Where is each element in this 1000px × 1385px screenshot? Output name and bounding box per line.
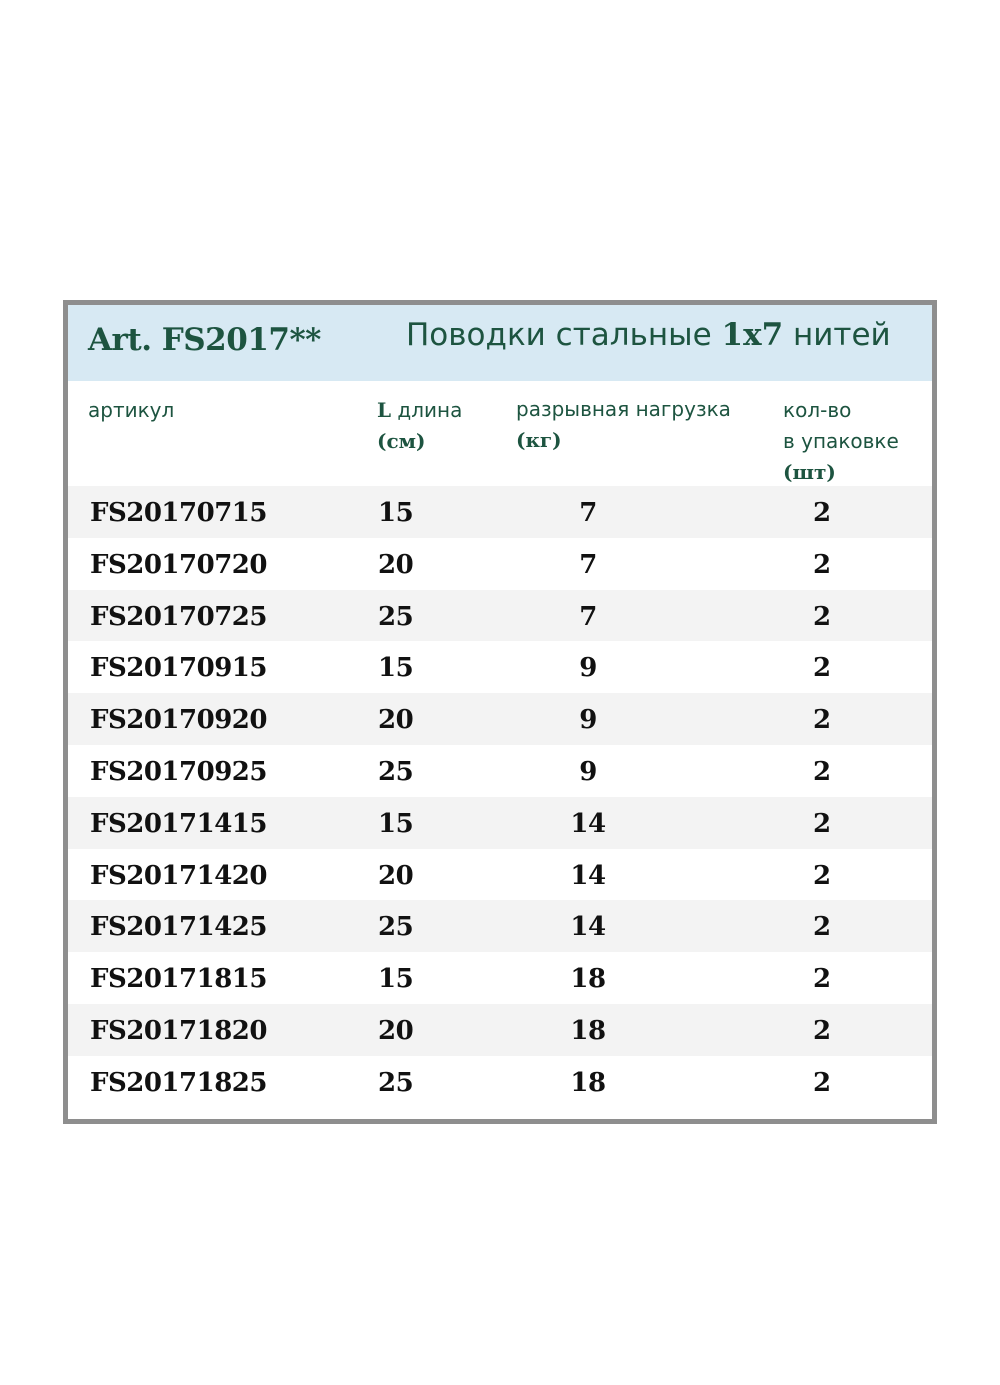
qty-cell: 2 (813, 653, 831, 684)
table-row (68, 538, 932, 590)
column-header-article-label: артикул (88, 398, 175, 422)
article-cell: FS20171415 (90, 808, 267, 839)
article-cell: FS20170725 (90, 601, 267, 632)
length-cell: 25 (378, 1067, 414, 1098)
length-cell: 15 (378, 808, 414, 839)
qty-cell: 2 (813, 756, 831, 787)
load-unit: (кг) (516, 428, 562, 452)
length-label: длина (391, 398, 463, 422)
load-cell: 14 (570, 808, 606, 839)
qty-cell: 2 (813, 1067, 831, 1098)
length-cell: 20 (378, 860, 414, 891)
load-cell: 7 (579, 601, 597, 632)
length-cell: 25 (378, 601, 414, 632)
title-text-after: нитей (783, 317, 891, 353)
article-cell: FS20170920 (90, 705, 267, 736)
qty-cell: 2 (813, 808, 831, 839)
article-cell: FS20170925 (90, 756, 267, 787)
table-row (68, 1004, 932, 1056)
load-cell: 7 (579, 549, 597, 580)
length-cell: 15 (378, 498, 414, 528)
load-cell: 9 (579, 756, 597, 787)
article-cell: FS20171420 (90, 860, 267, 891)
column-header-length (377, 395, 462, 457)
table-row (68, 693, 932, 745)
article-cell: FS20170720 (90, 549, 267, 580)
table-row (68, 590, 932, 642)
table-body (68, 486, 932, 1108)
qty-cell: 2 (813, 705, 831, 736)
title-text-before: Поводки стальные (406, 317, 722, 353)
load-cell: 18 (570, 1015, 606, 1046)
article-cell: FS20171815 (90, 964, 267, 995)
qty-label-line1: кол-во (783, 398, 852, 422)
length-l-symbol: L (377, 398, 392, 422)
load-label: разрывная нагрузка (516, 397, 731, 421)
load-cell: 14 (570, 912, 606, 943)
qty-cell: 2 (813, 498, 831, 528)
length-cell: 15 (378, 964, 414, 995)
length-cell: 15 (378, 653, 414, 684)
table-row (68, 952, 932, 1004)
table-header-band (68, 305, 932, 381)
column-header-article (88, 395, 174, 426)
qty-cell: 2 (813, 601, 831, 632)
load-cell: 9 (579, 653, 597, 684)
load-cell: 14 (570, 860, 606, 891)
qty-cell: 2 (813, 860, 831, 891)
qty-unit: (шт) (783, 460, 836, 484)
load-cell: 7 (579, 498, 597, 528)
qty-cell: 2 (813, 912, 831, 943)
table-row (68, 849, 932, 901)
article-cell: FS20171825 (90, 1067, 267, 1098)
table-row (68, 486, 932, 538)
table-row (68, 900, 932, 952)
load-cell: 18 (570, 964, 606, 995)
length-unit: (см) (377, 429, 426, 453)
length-cell: 20 (378, 1015, 414, 1046)
article-cell: FS20170715 (90, 498, 267, 528)
qty-cell: 2 (813, 549, 831, 580)
column-header-qty (783, 395, 899, 488)
length-cell: 25 (378, 756, 414, 787)
length-cell: 25 (378, 912, 414, 943)
column-header-length-line1 (377, 395, 462, 426)
table-title (406, 317, 891, 353)
length-cell: 20 (378, 549, 414, 580)
article-series-label: Art. FS2017** (88, 322, 321, 358)
length-cell: 20 (378, 705, 414, 736)
qty-cell: 2 (813, 1015, 831, 1046)
column-header-load (516, 394, 731, 456)
load-cell: 18 (570, 1067, 606, 1098)
article-cell: FS20170915 (90, 653, 267, 684)
article-cell: FS20171425 (90, 912, 267, 943)
spec-table-card (63, 300, 937, 1124)
article-cell: FS20171820 (90, 1015, 267, 1046)
table-row (68, 1056, 932, 1108)
qty-label-line2: в упаковке (783, 429, 899, 453)
qty-cell: 2 (813, 964, 831, 995)
title-text-bold: 1x7 (721, 317, 784, 353)
table-row (68, 745, 932, 797)
load-cell: 9 (579, 705, 597, 736)
table-row (68, 797, 932, 849)
table-row (68, 641, 932, 693)
